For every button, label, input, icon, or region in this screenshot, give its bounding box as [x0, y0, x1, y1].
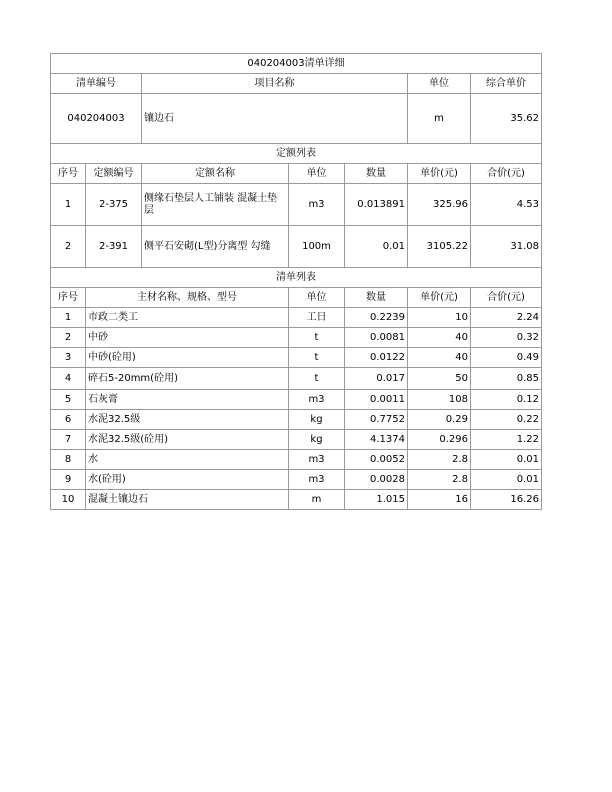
material-qty: 0.0052: [345, 450, 408, 470]
material-qty: 0.0081: [345, 328, 408, 348]
material-unit: t: [289, 348, 345, 368]
quota-col-header: 合价(元): [471, 164, 542, 184]
material-price: 2.8: [408, 470, 471, 490]
material-col-header: 序号: [51, 288, 86, 308]
material-name: 碎石5-20mm(砼用): [86, 368, 289, 390]
header-price: 综合单价: [471, 74, 542, 94]
quota-col-header: 定额名称: [142, 164, 289, 184]
material-no: 5: [51, 390, 86, 410]
material-row: [51, 348, 542, 368]
quota-col-header: 单价(元): [408, 164, 471, 184]
quota-header-row: [51, 164, 542, 184]
material-row: [51, 410, 542, 430]
material-section-title: 清单列表: [51, 268, 542, 288]
quota-no: 1: [51, 184, 86, 226]
material-price: 0.296: [408, 430, 471, 450]
material-qty: 0.0028: [345, 470, 408, 490]
quota-col-header: 序号: [51, 164, 86, 184]
material-row: [51, 308, 542, 328]
material-name: 水泥32.5级(砼用): [86, 430, 289, 450]
material-name: 混凝土镶边石: [86, 490, 289, 510]
material-row: [51, 490, 542, 510]
material-name: 中砂(砼用): [86, 348, 289, 368]
material-qty: 0.0122: [345, 348, 408, 368]
quota-price: 325.96: [408, 184, 471, 226]
material-qty: 0.0011: [345, 390, 408, 410]
quota-section-title: 定额列表: [51, 144, 542, 164]
quota-col-header: 单位: [289, 164, 345, 184]
header-code: 清单编号: [51, 74, 142, 94]
quota-name: 侧平石安砌(L型)分离型 勾缝: [142, 226, 289, 268]
item-name: 镶边石: [142, 94, 408, 144]
material-col-header: 合价(元): [471, 288, 542, 308]
header-unit: 单位: [408, 74, 471, 94]
material-row: [51, 430, 542, 450]
material-unit: 工日: [289, 308, 345, 328]
material-unit: m3: [289, 390, 345, 410]
quota-unit: m3: [289, 184, 345, 226]
material-name: 水泥32.5级: [86, 410, 289, 430]
material-name: 石灰膏: [86, 390, 289, 410]
material-unit: t: [289, 328, 345, 348]
material-no: 1: [51, 308, 86, 328]
quota-col-header: 定额编号: [86, 164, 142, 184]
quota-total: 4.53: [471, 184, 542, 226]
material-qty: 4.1374: [345, 430, 408, 450]
material-no: 7: [51, 430, 86, 450]
material-no: 3: [51, 348, 86, 368]
material-unit: m: [289, 490, 345, 510]
material-qty: 1.015: [345, 490, 408, 510]
material-price: 40: [408, 328, 471, 348]
material-no: 4: [51, 368, 86, 390]
quota-code: 2-391: [86, 226, 142, 268]
material-name: 水: [86, 450, 289, 470]
quota-qty: 0.013891: [345, 184, 408, 226]
material-no: 6: [51, 410, 86, 430]
material-no: 8: [51, 450, 86, 470]
quota-row: [51, 184, 542, 226]
detail-table: [50, 53, 542, 510]
material-total: 0.22: [471, 410, 542, 430]
quota-code: 2-375: [86, 184, 142, 226]
material-price: 16: [408, 490, 471, 510]
material-price: 0.29: [408, 410, 471, 430]
material-total: 16.26: [471, 490, 542, 510]
material-price: 2.8: [408, 450, 471, 470]
material-row: [51, 390, 542, 410]
material-price: 10: [408, 308, 471, 328]
material-no: 9: [51, 470, 86, 490]
material-unit: m3: [289, 450, 345, 470]
quota-unit: 100m: [289, 226, 345, 268]
detail-sheet: [50, 53, 541, 510]
quota-total: 31.08: [471, 226, 542, 268]
item-price: 35.62: [471, 94, 542, 144]
material-name: 中砂: [86, 328, 289, 348]
material-total: 0.12: [471, 390, 542, 410]
material-col-header: 主材名称、规格、型号: [86, 288, 289, 308]
material-header-row: [51, 288, 542, 308]
quota-col-header: 数量: [345, 164, 408, 184]
material-total: 0.49: [471, 348, 542, 368]
quota-no: 2: [51, 226, 86, 268]
material-row: [51, 328, 542, 348]
quota-name: 侧缘石垫层人工铺装 混凝土垫层: [142, 184, 289, 226]
material-total: 1.22: [471, 430, 542, 450]
material-unit: m3: [289, 470, 345, 490]
material-qty: 0.2239: [345, 308, 408, 328]
quota-price: 3105.22: [408, 226, 471, 268]
material-unit: kg: [289, 430, 345, 450]
quota-qty: 0.01: [345, 226, 408, 268]
material-total: 0.01: [471, 470, 542, 490]
material-col-header: 单价(元): [408, 288, 471, 308]
material-row: [51, 450, 542, 470]
material-total: 0.85: [471, 368, 542, 390]
material-no: 10: [51, 490, 86, 510]
material-name: 市政二类工: [86, 308, 289, 328]
material-unit: kg: [289, 410, 345, 430]
material-total: 0.01: [471, 450, 542, 470]
material-col-header: 数量: [345, 288, 408, 308]
material-total: 2.24: [471, 308, 542, 328]
material-qty: 0.7752: [345, 410, 408, 430]
material-row: [51, 368, 542, 390]
item-code: 040204003: [51, 94, 142, 144]
item-unit: m: [408, 94, 471, 144]
material-price: 40: [408, 348, 471, 368]
material-price: 108: [408, 390, 471, 410]
material-no: 2: [51, 328, 86, 348]
sheet-title: 040204003清单详细: [51, 54, 542, 74]
material-col-header: 单位: [289, 288, 345, 308]
material-price: 50: [408, 368, 471, 390]
material-name: 水(砼用): [86, 470, 289, 490]
material-qty: 0.017: [345, 368, 408, 390]
material-unit: t: [289, 368, 345, 390]
quota-row: [51, 226, 542, 268]
material-total: 0.32: [471, 328, 542, 348]
header-name: 项目名称: [142, 74, 408, 94]
material-row: [51, 470, 542, 490]
